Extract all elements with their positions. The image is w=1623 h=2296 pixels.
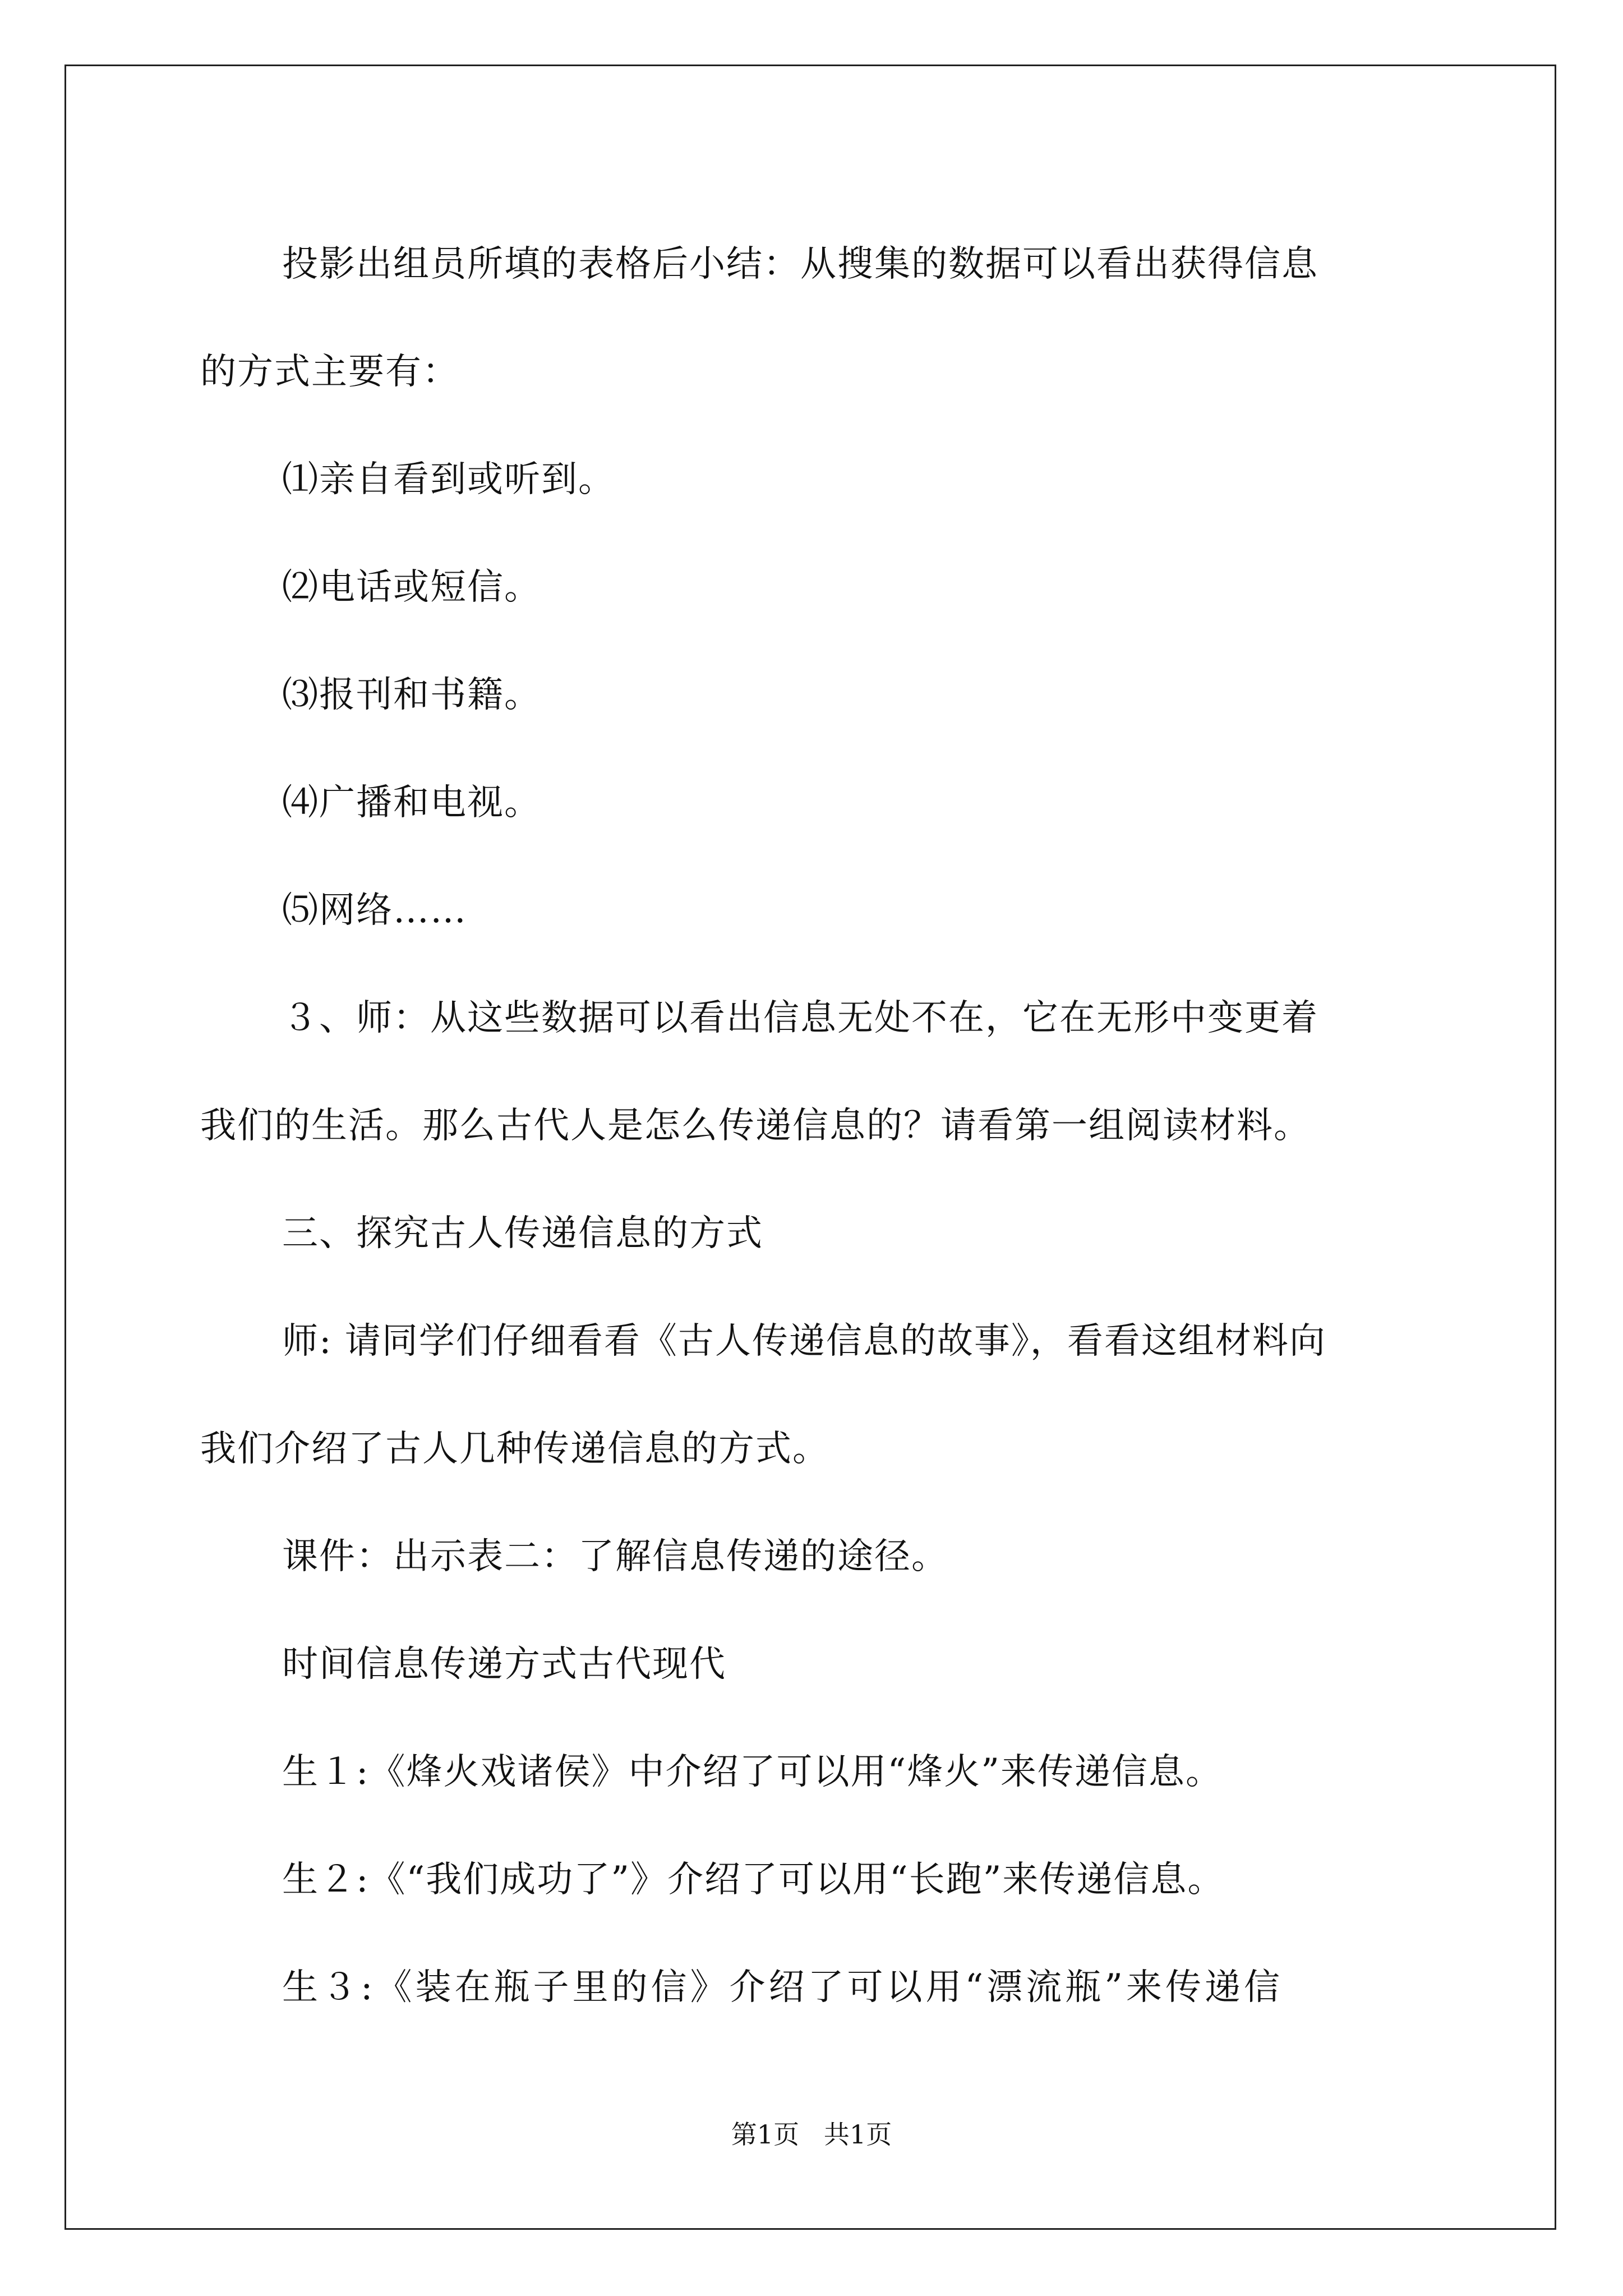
- paragraph-4: 我们的生活。那么古代人是怎么传递信息的？请看第一组阅读材料。: [200, 1105, 1311, 1147]
- document-body: [200, 210, 1428, 2041]
- table-caption: 时间信息传递方式古代现代: [282, 1644, 726, 1685]
- paragraph-3: ３、师：从这些数据可以看出信息无处不在，它在无形中变更着: [282, 997, 1318, 1039]
- list-item-4: ⑷广播和电视。: [282, 782, 541, 823]
- paragraph-6: 我们介绍了古人几种传递信息的方式。: [200, 1428, 829, 1470]
- paragraph-2: 的方式主要有：: [200, 351, 459, 393]
- student-answer-2: 生２:《“我们成功了”》介绍了可以用“长跑”来传递信息。: [282, 1859, 1225, 1901]
- paragraph-1: 投影出组员所填的表格后小结：从搜集的数据可以看出获得信息: [282, 243, 1318, 285]
- list-item-5: ⑸网络……: [282, 890, 467, 931]
- list-item-1: ⑴亲自看到或听到。: [282, 459, 615, 500]
- paragraph-5: 师: 请同学们仔细看看《古人传递信息的故事》，看看这组材料向: [282, 1320, 1326, 1362]
- paragraph-7: 课件：出示表二：了解信息传递的途径。: [282, 1536, 948, 1577]
- student-answer-1: 生１:《烽火戏诸侯》中介绍了可以用“烽火”来传递信息。: [282, 1751, 1223, 1793]
- list-item-2: ⑵电话或短信。: [282, 567, 541, 608]
- page-footer: 第1页 共1页: [731, 2119, 892, 2150]
- student-answer-3: 生３:《装在瓶子里的信》介绍了可以用“漂流瓶”来传递信: [282, 1967, 1283, 2008]
- list-item-3: ⑶报刊和书籍。: [282, 674, 541, 716]
- section-heading: 三、探究古人传递信息的方式: [282, 1213, 763, 1254]
